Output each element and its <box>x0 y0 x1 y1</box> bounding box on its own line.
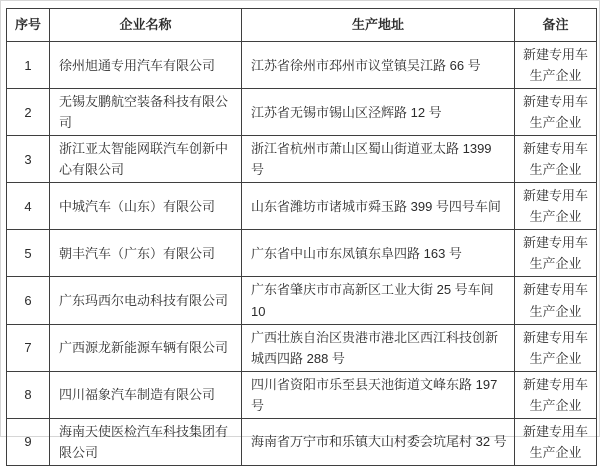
cell-production-address: 山东省潍坊市诸城市舜玉路 399 号四号车间 <box>242 183 515 230</box>
cell-remarks: 新建专用车生产企业 <box>515 42 597 89</box>
header-serial-number: 序号 <box>7 9 50 42</box>
header-remarks: 备注 <box>515 9 597 42</box>
cell-production-address: 海南省万宁市和乐镇大山村委会坑尾村 32 号 <box>242 418 515 465</box>
cell-serial-number: 4 <box>7 183 50 230</box>
cell-production-address: 江苏省无锡市锡山区泾辉路 12 号 <box>242 89 515 136</box>
table-row <box>7 89 597 136</box>
cell-serial-number: 2 <box>7 89 50 136</box>
cell-remarks: 新建专用车生产企业 <box>515 324 597 371</box>
cell-company-name: 徐州旭通专用汽车有限公司 <box>50 42 242 89</box>
table-row <box>7 418 597 465</box>
cell-remarks: 新建专用车生产企业 <box>515 136 597 183</box>
cell-company-name: 海南天使医检汽车科技集团有限公司 <box>50 418 242 465</box>
cell-serial-number: 7 <box>7 324 50 371</box>
cell-company-name: 中城汽车（山东）有限公司 <box>50 183 242 230</box>
table-row <box>7 42 597 89</box>
cell-company-name: 四川福象汽车制造有限公司 <box>50 371 242 418</box>
header-production-address: 生产地址 <box>242 9 515 42</box>
cell-production-address: 四川省资阳市乐至县天池街道文峰东路 197 号 <box>242 371 515 418</box>
cell-remarks: 新建专用车生产企业 <box>515 277 597 324</box>
cell-serial-number: 9 <box>7 418 50 465</box>
table-row <box>7 183 597 230</box>
cell-production-address: 浙江省杭州市萧山区蜀山街道亚太路 1399 号 <box>242 136 515 183</box>
table-row <box>7 371 597 418</box>
cell-company-name: 无锡友鹏航空装备科技有限公司 <box>50 89 242 136</box>
cell-company-name: 浙江亚太智能网联汽车创新中心有限公司 <box>50 136 242 183</box>
cell-company-name: 朝丰汽车（广东）有限公司 <box>50 230 242 277</box>
table-row <box>7 277 597 324</box>
cell-serial-number: 6 <box>7 277 50 324</box>
table-row <box>7 230 597 277</box>
cell-production-address: 广西壮族自治区贵港市港北区西江科技创新城西四路 288 号 <box>242 324 515 371</box>
cell-production-address: 广东省肇庆市市高新区工业大街 25 号车间 10 <box>242 277 515 324</box>
table-row <box>7 136 597 183</box>
cell-company-name: 广东玛西尔电动科技有限公司 <box>50 277 242 324</box>
cell-remarks: 新建专用车生产企业 <box>515 371 597 418</box>
cell-serial-number: 3 <box>7 136 50 183</box>
cell-serial-number: 8 <box>7 371 50 418</box>
cell-remarks: 新建专用车生产企业 <box>515 418 597 465</box>
cell-company-name: 广西源龙新能源车辆有限公司 <box>50 324 242 371</box>
table-header-row <box>7 9 597 42</box>
cell-remarks: 新建专用车生产企业 <box>515 89 597 136</box>
cell-serial-number: 1 <box>7 42 50 89</box>
manufacturer-registry-table <box>6 8 597 466</box>
cell-production-address: 江苏省徐州市邳州市议堂镇吴江路 66 号 <box>242 42 515 89</box>
cell-serial-number: 5 <box>7 230 50 277</box>
cell-production-address: 广东省中山市东凤镇东阜四路 163 号 <box>242 230 515 277</box>
table-body <box>7 42 597 466</box>
table-row <box>7 324 597 371</box>
header-company-name: 企业名称 <box>50 9 242 42</box>
cell-remarks: 新建专用车生产企业 <box>515 230 597 277</box>
cell-remarks: 新建专用车生产企业 <box>515 183 597 230</box>
